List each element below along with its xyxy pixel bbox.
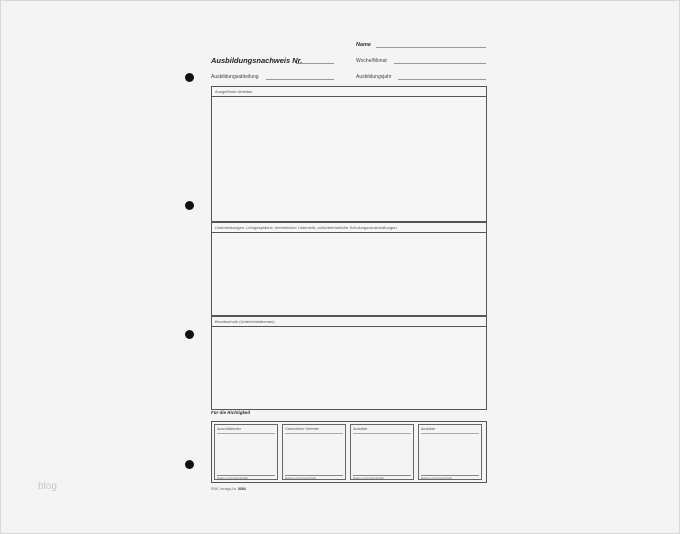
order-number xyxy=(211,487,246,491)
name-line[interactable] xyxy=(376,47,486,48)
section-school[interactable] xyxy=(211,316,487,410)
punch-hole-1 xyxy=(185,73,194,82)
signature-label: Für die Richtigkeit xyxy=(211,410,251,415)
year-label: Ausbildungsjahr xyxy=(356,74,392,80)
order-number-value: 3084 xyxy=(237,487,246,491)
signature-box-trainer-1[interactable] xyxy=(350,424,414,480)
name-label: Name xyxy=(356,42,371,48)
week-month-line[interactable] xyxy=(394,63,486,64)
department-line[interactable] xyxy=(266,79,334,80)
signature-top-line xyxy=(353,433,411,434)
signature-box-guardian[interactable] xyxy=(282,424,346,480)
signature-box-trainee[interactable] xyxy=(214,424,278,480)
section-work[interactable] xyxy=(211,86,487,222)
year-line[interactable] xyxy=(398,79,486,80)
signature-footer: Datum und Unterschrift xyxy=(285,476,316,480)
signature-box-trainer-2[interactable] xyxy=(418,424,482,480)
signature-box-title: Auszubildender xyxy=(217,427,242,431)
signature-footer: Datum und Unterschrift xyxy=(217,476,248,480)
signature-box-title: Ausbilder xyxy=(353,427,368,431)
section-work-heading: Ausgeführte Arbeiten xyxy=(212,87,486,97)
section-instruction[interactable] xyxy=(211,222,487,316)
signature-footer: Datum und Unterschrift xyxy=(353,476,384,480)
punch-hole-4 xyxy=(185,460,194,469)
punch-hole-3 xyxy=(185,330,194,339)
signature-top-line xyxy=(421,433,479,434)
form-title: Ausbildungsnachweis Nr. xyxy=(211,56,303,65)
department-label: Ausbildungsabteilung xyxy=(211,74,259,80)
signature-top-line xyxy=(217,433,275,434)
signature-box-title: Ausbilder xyxy=(421,427,436,431)
signature-box-title: Gesetzlicher Vertreter xyxy=(285,427,319,431)
number-line[interactable] xyxy=(296,63,334,64)
punch-hole-2 xyxy=(185,201,194,210)
watermark: blog xyxy=(38,481,57,492)
order-number-prefix: RNK-Verlags-Nr. xyxy=(211,487,237,491)
week-month-label: Woche/Monat xyxy=(356,58,387,64)
signature-area xyxy=(211,421,487,483)
signature-top-line xyxy=(285,433,343,434)
section-school-heading: Berufsschule (Unterrichtsthemen) xyxy=(212,317,486,327)
signature-footer: Datum und Unterschrift xyxy=(421,476,452,480)
section-instruction-heading: Unterweisungen, Lehrgespräche, betrieblicher Unterricht, außerbetriebliche Schulungsveranstaltungen xyxy=(212,223,486,233)
